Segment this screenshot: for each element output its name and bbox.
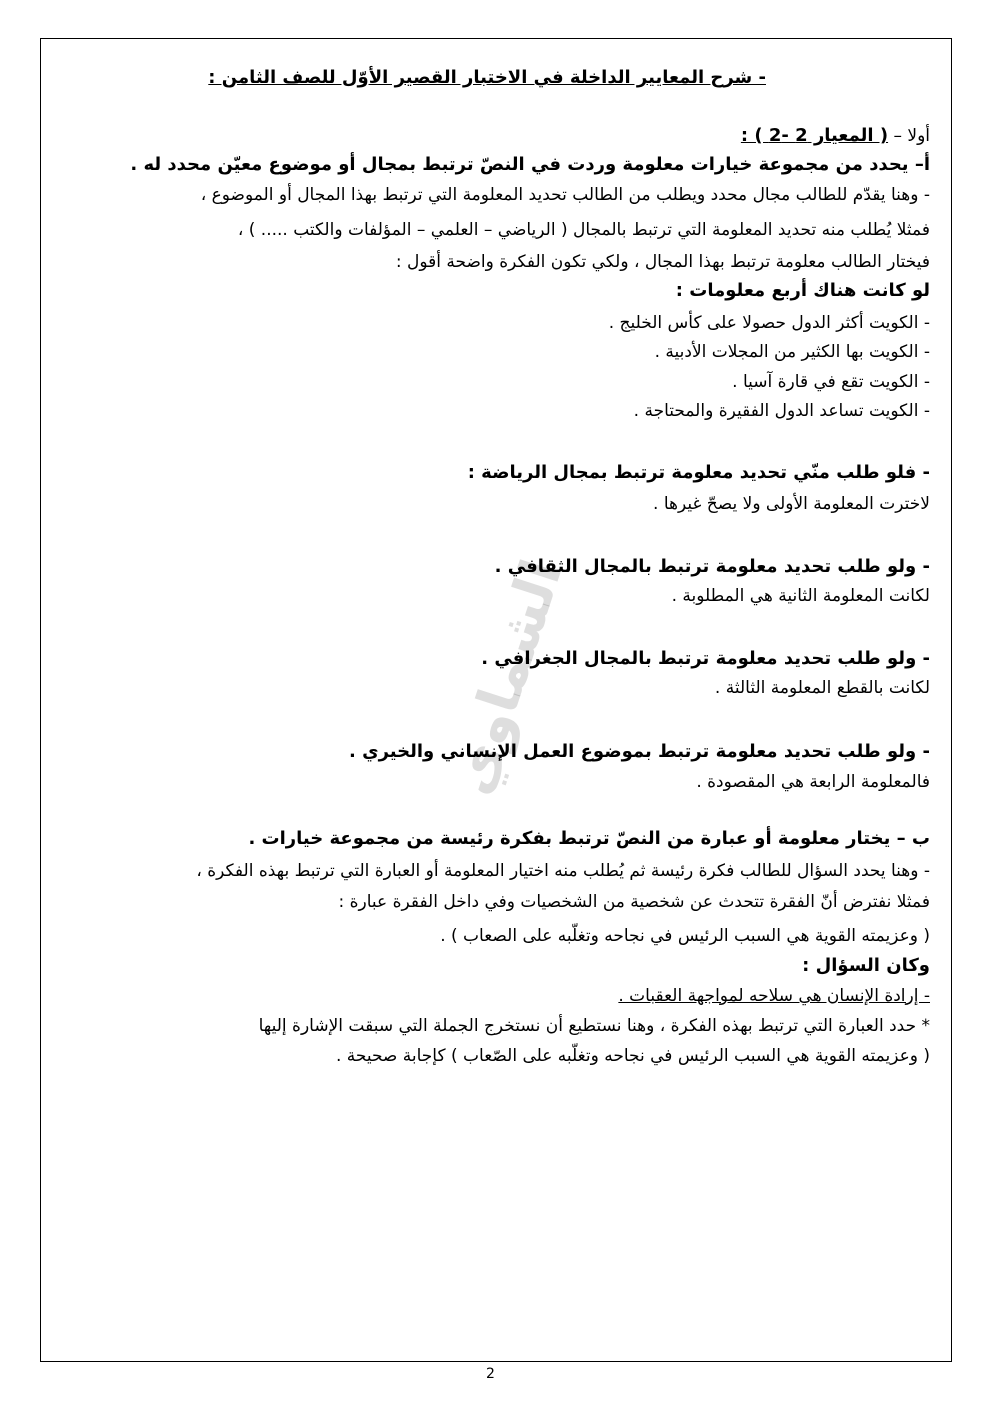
case-answer: لاخترت المعلومة الأولى ولا يصحّ غيرها . — [653, 494, 930, 514]
section-heading-criterion: ( المعيار 2 -2 ) : — [740, 125, 889, 146]
part-b-quote: ( وعزيمته القوية هي السبب الرئيس في نجاحه وتغلّبه على الصعاب ) . — [440, 926, 930, 946]
info-item: - الكويت تقع في قارة آسيا . — [732, 372, 930, 392]
four-info-heading: لو كانت هناك أربع معلومات : — [675, 280, 930, 301]
case-answer: لكانت بالقطع المعلومة الثالثة . — [714, 678, 930, 698]
part-b-explain-1: - وهنا يحدد السؤال للطالب فكرة رئيسة ثم يُطلب منه اختيار المعلومة أو العبارة التي ترتبط بهذه الفكرة ، — [196, 861, 930, 881]
case-question: - فلو طلب منّي تحديد معلومة ترتبط بمجال الرياضة : — [467, 462, 930, 483]
page-number: 2 — [486, 1366, 495, 1382]
answer-line-1: * حدد العبارة التي ترتبط بهذه الفكرة ، وهنا نستطيع أن نستخرج الجملة التي سبقت الإشارة إليها — [258, 1016, 930, 1036]
part-a-heading: أ– يحدد من مجموعة خيارات معلومة وردت في النصّ ترتبط بمجال أو موضوع معيّن محدد له . — [130, 154, 930, 175]
section-heading — [741, 124, 930, 148]
part-a-explain-2: فمثلا يُطلب منه تحديد المعلومة التي ترتبط بالمجال ( الرياضي – العلمي – المؤلفات والكتب ..... ) ، — [237, 220, 930, 240]
info-item: - الكويت تساعد الدول الفقيرة والمحتاجة . — [633, 401, 930, 421]
question-text: - إرادة الإنسان هي سلاحه لمواجهة العقبات . — [618, 986, 930, 1006]
case-question: - ولو طلب تحديد معلومة ترتبط بموضوع العمل الإنساني والخيري . — [348, 741, 930, 762]
section-heading-prefix: أولا – — [888, 126, 930, 146]
question-label: وكان السؤال : — [802, 955, 930, 976]
page-title: - شرح المعايير الداخلة في الاختبار القصير الأوّل للصف الثامن : — [208, 67, 766, 88]
part-b-heading: ب – يختار معلومة أو عبارة من النصّ ترتبط بفكرة رئيسة من مجموعة خيارات . — [248, 828, 930, 849]
info-item: - الكويت أكثر الدول حصولا على كأس الخليج . — [608, 313, 930, 333]
case-question: - ولو طلب تحديد معلومة ترتبط بالمجال الجغرافي . — [481, 648, 930, 669]
info-item: - الكويت بها الكثير من المجلات الأدبية . — [654, 342, 930, 362]
case-answer: لكانت المعلومة الثانية هي المطلوبة . — [671, 586, 930, 606]
watermark: الشماوي — [438, 552, 576, 803]
case-question: - ولو طلب تحديد معلومة ترتبط بالمجال الثقافي . — [494, 556, 930, 577]
part-a-explain-3: فيختار الطالب معلومة ترتبط بهذا المجال ، ولكي تكون الفكرة واضحة أقول : — [395, 252, 930, 272]
answer-line-2: ( وعزيمته القوية هي السبب الرئيس في نجاحه وتغلّبه على الصّعاب ) كإجابة صحيحة . — [335, 1046, 930, 1066]
case-answer: فالمعلومة الرابعة هي المقصودة . — [696, 772, 930, 792]
part-a-explain-1: - وهنا يقدّم للطالب مجال محدد ويطلب من الطالب تحديد المعلومة التي ترتبط بهذا المجال أو الموضوع ، — [200, 185, 930, 205]
part-b-explain-2: فمثلا نفترض أنّ الفقرة تتحدث عن شخصية من الشخصيات وفي داخل الفقرة عبارة : — [338, 892, 930, 912]
